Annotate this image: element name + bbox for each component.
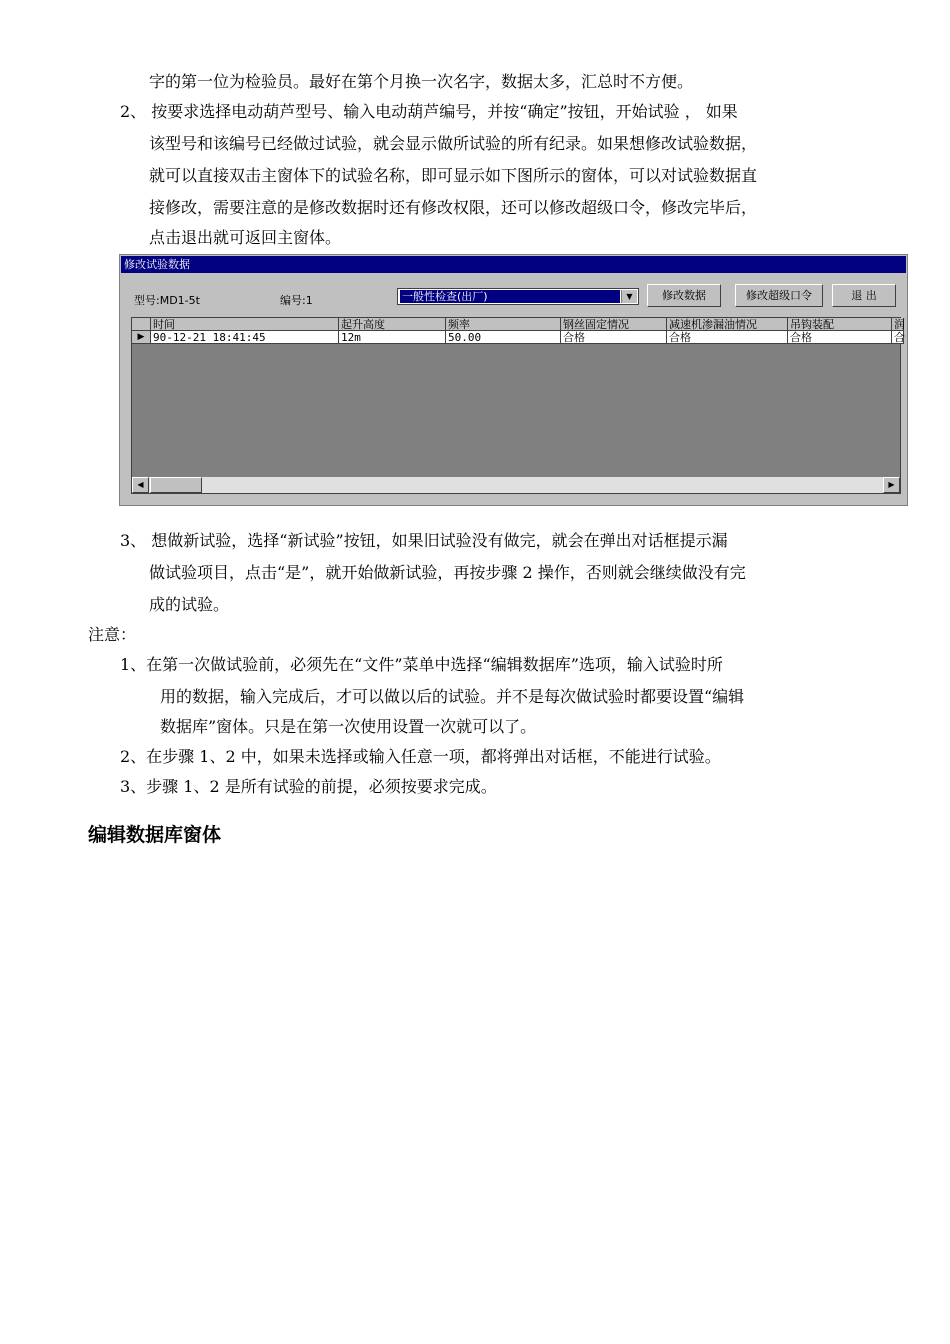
modify-test-data-window [119, 254, 908, 506]
column-header[interactable]: 减速机渗漏油情况 [667, 318, 788, 331]
paragraph-line: 成的试验。 [149, 595, 230, 614]
triangle-right-icon: ▶ [132, 331, 151, 344]
paragraph-line: 用的数据，输入完成后，才可以做以后的试验。并不是每次做试验时都要设置“编辑 [160, 687, 745, 706]
table-cell[interactable]: 合格 [561, 331, 667, 344]
window-title: 修改试验数据 [121, 256, 906, 273]
test-type-select[interactable] [397, 288, 639, 305]
table-cell[interactable]: 合 [894, 331, 905, 344]
note-item-1: 1、在第一次做试验前，必须先在“文件”菜单中选择“编辑数据库”选项，输入试验时所 [120, 655, 723, 674]
scroll-thumb[interactable] [150, 477, 202, 493]
step-3-line: 3、 想做新试验，选择“新试验”按钮，如果旧试验没有做完，就会在弹出对话框提示漏 [120, 531, 728, 550]
paragraph-line: 该型号和该编号已经做过试验，就会显示做所试验的所有纪录。如果想修改试验数据， [149, 134, 758, 153]
step-2-line: 2、 按要求选择电动葫芦型号、输入电动葫芦编号，并按“确定”按钮，开始试验 ， 如果 [120, 102, 738, 121]
column-header[interactable]: 起升高度 [339, 318, 446, 331]
column-header[interactable]: 润 [894, 318, 905, 331]
modify-password-button[interactable]: 修改超级口令 [735, 284, 823, 307]
data-grid[interactable] [131, 317, 905, 494]
number-label: 编号:1 [280, 294, 313, 307]
scroll-left-icon[interactable]: ◀ [132, 477, 149, 493]
paragraph-line: 字的第一位为检验员。最好在第个月换一次名字，数据太多，汇总时不方便。 [149, 72, 694, 91]
paragraph-line: 做试验项目，点击“是”，就开始做新试验，再按步骤 2 操作，否则就会继续做没有完 [149, 563, 746, 582]
scroll-right-icon[interactable]: ▶ [883, 477, 900, 493]
note-label: 注意： [88, 625, 137, 644]
note-item-2: 2、在步骤 1、2 中，如果未选择或输入任意一项，都将弹出对话框，不能进行试验。 [120, 747, 721, 766]
table-cell[interactable]: 合格 [788, 331, 892, 344]
paragraph-line: 点击退出就可返回主窗体。 [149, 228, 342, 247]
note-item-3: 3、步骤 1、2 是所有试验的前提，必须按要求完成。 [120, 777, 497, 796]
column-header[interactable]: 吊钩装配 [788, 318, 892, 331]
paragraph-line: 数据库”窗体。只是在第一次使用设置一次就可以了。 [160, 717, 537, 736]
grid-header [132, 318, 905, 331]
header-corner [132, 318, 151, 331]
table-cell[interactable]: 12m [339, 331, 446, 344]
column-header[interactable]: 时间 [151, 318, 339, 331]
column-header[interactable]: 频率 [446, 318, 561, 331]
exit-button[interactable]: 退 出 [832, 284, 896, 307]
test-type-selected: 一般性检查(出厂) [400, 290, 620, 303]
paragraph-line: 就可以直接双击主窗体下的试验名称，即可显示如下图所示的窗体，可以对试验数据直 [149, 166, 758, 185]
horizontal-scrollbar[interactable] [132, 476, 900, 493]
table-cell[interactable]: 合格 [667, 331, 788, 344]
paragraph-line: 接修改，需要注意的是修改数据时还有修改权限，还可以修改超级口令，修改完毕后， [149, 198, 758, 217]
table-cell[interactable]: 90-12-21 18:41:45 [151, 331, 339, 344]
section-heading: 编辑数据库窗体 [88, 824, 222, 846]
modify-data-button[interactable]: 修改数据 [647, 284, 721, 307]
chevron-down-icon[interactable]: ▼ [621, 290, 637, 303]
model-label: 型号:MD1-5t [134, 294, 200, 307]
table-cell[interactable]: 50.00 [446, 331, 561, 344]
column-header[interactable]: 钢丝固定情况 [561, 318, 667, 331]
